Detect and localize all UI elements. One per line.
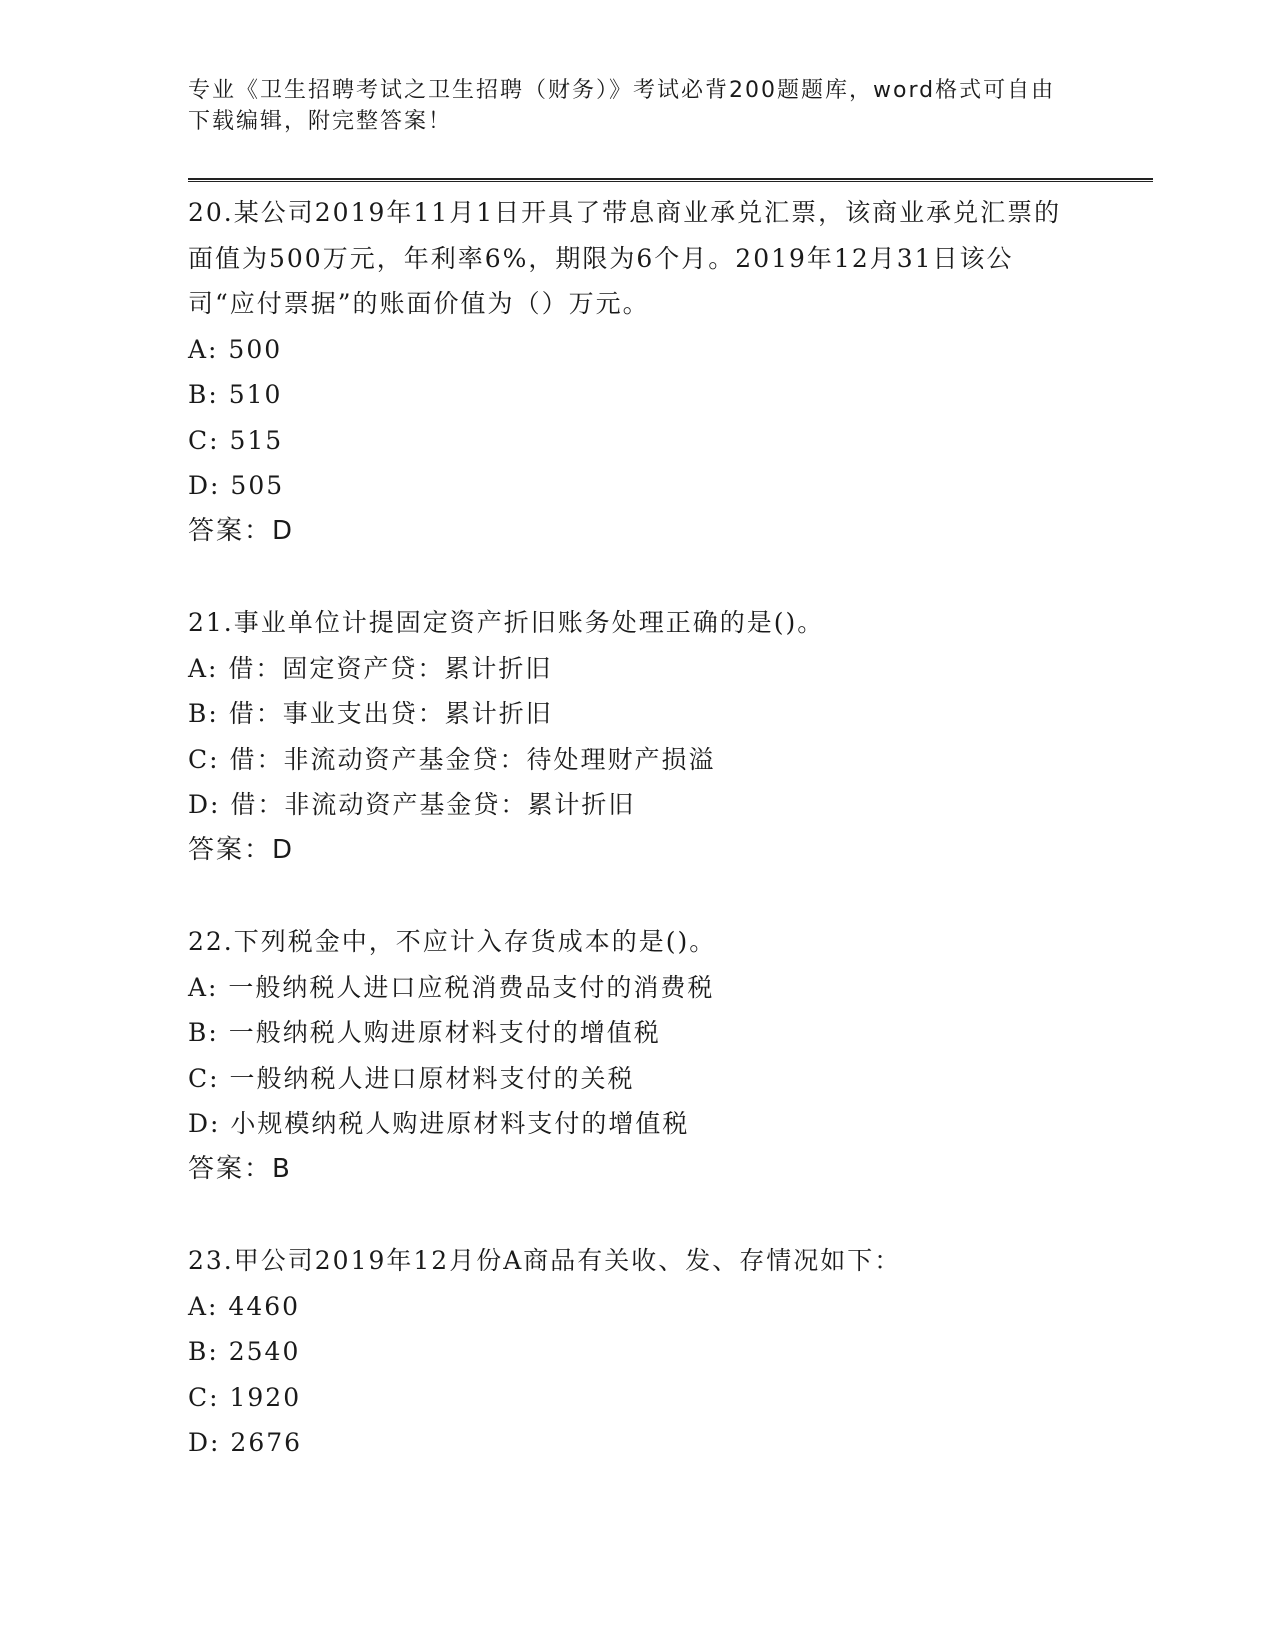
- question-20: [188, 190, 1078, 554]
- option-d: D: 505: [188, 471, 285, 500]
- question-22: [188, 919, 1078, 1192]
- question-stem: 23.甲公司2019年12月份A商品有关收、发、存情况如下：: [188, 1246, 902, 1275]
- option-d: D: 借：非流动资产基金贷：累计折旧: [188, 790, 636, 819]
- question-21: [188, 600, 1078, 873]
- option-b: B: 2540: [188, 1337, 301, 1366]
- option-a: A: 4460: [188, 1291, 301, 1321]
- question-stem: 21.事业单位计提固定资产折旧账务处理正确的是()。: [188, 608, 825, 637]
- answer-line: 答案：D: [188, 515, 295, 546]
- question-spacer: [188, 873, 1078, 919]
- question-spacer: [188, 1192, 1078, 1238]
- option-d: D: 小规模纳税人购进原材料支付的增值税: [188, 1109, 690, 1138]
- document-header: [188, 75, 1068, 137]
- option-d: D: 2676: [188, 1428, 303, 1457]
- header-intro-text: 专业《卫生招聘考试之卫生招聘（财务）》考试必背200题题库，word格式可自由下载编辑，附完整答案！: [188, 78, 1056, 134]
- option-c: C: 515: [188, 425, 284, 455]
- option-a: A: 500: [188, 334, 283, 364]
- option-c: C: 一般纳税人进口原材料支付的关税: [188, 1063, 635, 1093]
- answer-line: 答案：B: [188, 1153, 292, 1184]
- question-stem: 22.下列税金中，不应计入存货成本的是()。: [188, 927, 717, 956]
- answer-line: 答案：D: [188, 834, 295, 865]
- question-stem: 20.某公司2019年11月1日开具了带息商业承兑汇票，该商业承兑汇票的面值为500万元，年利率6%，期限为6个月。2019年12月31日该公司“应付票据”的账面价值为（）万元。: [188, 198, 1062, 318]
- option-c: C: 借：非流动资产基金贷：待处理财产损溢: [188, 744, 716, 774]
- option-c: C: 1920: [188, 1382, 302, 1412]
- option-b: B: 510: [188, 380, 283, 409]
- option-b: B: 借：事业支出贷：累计折旧: [188, 699, 553, 728]
- question-list: [188, 190, 1078, 1466]
- option-a: A: 一般纳税人进口应税消费品支付的消费税: [188, 972, 715, 1002]
- header-divider: [188, 178, 1153, 182]
- option-b: B: 一般纳税人购进原材料支付的增值税: [188, 1018, 661, 1047]
- question-spacer: [188, 554, 1078, 600]
- option-a: A: 借：固定资产贷：累计折旧: [188, 653, 553, 683]
- question-23: [188, 1238, 1078, 1466]
